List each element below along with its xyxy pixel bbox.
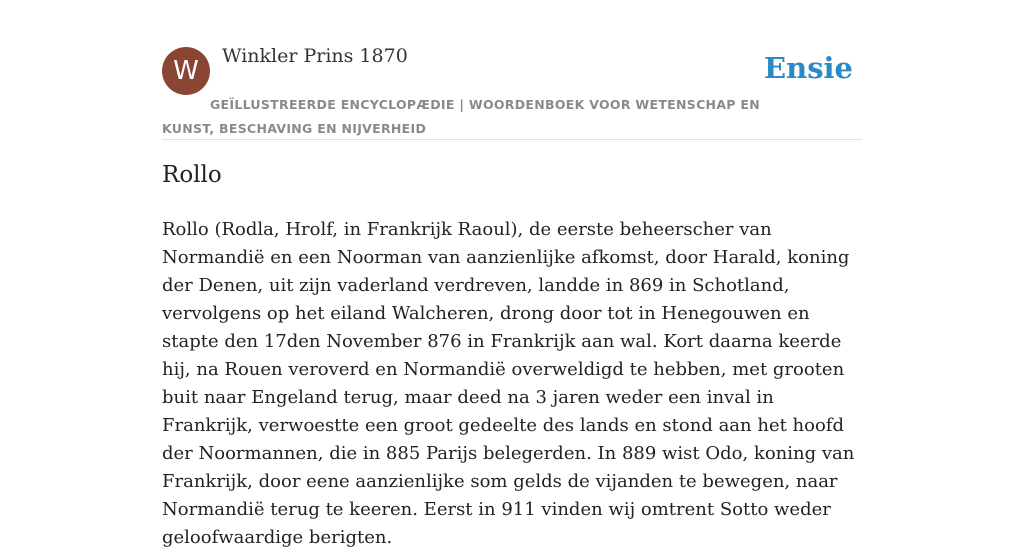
- ensie-logo[interactable]: Ensie: [764, 51, 853, 85]
- article-title: Rollo: [162, 162, 222, 188]
- avatar[interactable]: W: [162, 47, 210, 95]
- source-title-link[interactable]: Winkler Prins 1870: [222, 45, 408, 67]
- source-subtitle: GEÏLLUSTREERDE ENCYCLOPÆDIE | WOORDENBOEK VOOR WETENSCHAP EN KUNST, BESCHAVING EN NIJVERHEID: [162, 97, 760, 136]
- article-body: Rollo (Rodla, Hrolf, in Frankrijk Raoul), de eerste beheerscher van Normandië en een Noorman van aanzienlijke afkomst, door Harald, koning der Denen, uit zijn vaderland verdreven, landde in 869 in Schotland, vervolgens op het eiland Walcheren, drong door tot in Henegouwen en stapte den 17den November 876 in Frankrijk aan wal. Kort daarna keerde hij, na Rouen veroverd en Normandië overweldigd te hebben, met grooten buit naar Engeland terug, maar deed na 3 jaren weder een inval in Frankrijk, verwoestte een groot gedeelte des lands en stond aan het hoofd der Noormannen, die in 885 Parijs belegerden. In 889 wist Odo, koning van Frankrijk, door eene aanzienlijke som gelds de vijanden te bewegen, naar Normandië terug te keeren. Eerst in 911 vinden wij omtrent Sotto weder geloofwaardige berigten.: [162, 219, 855, 548]
- header-divider: [162, 139, 862, 140]
